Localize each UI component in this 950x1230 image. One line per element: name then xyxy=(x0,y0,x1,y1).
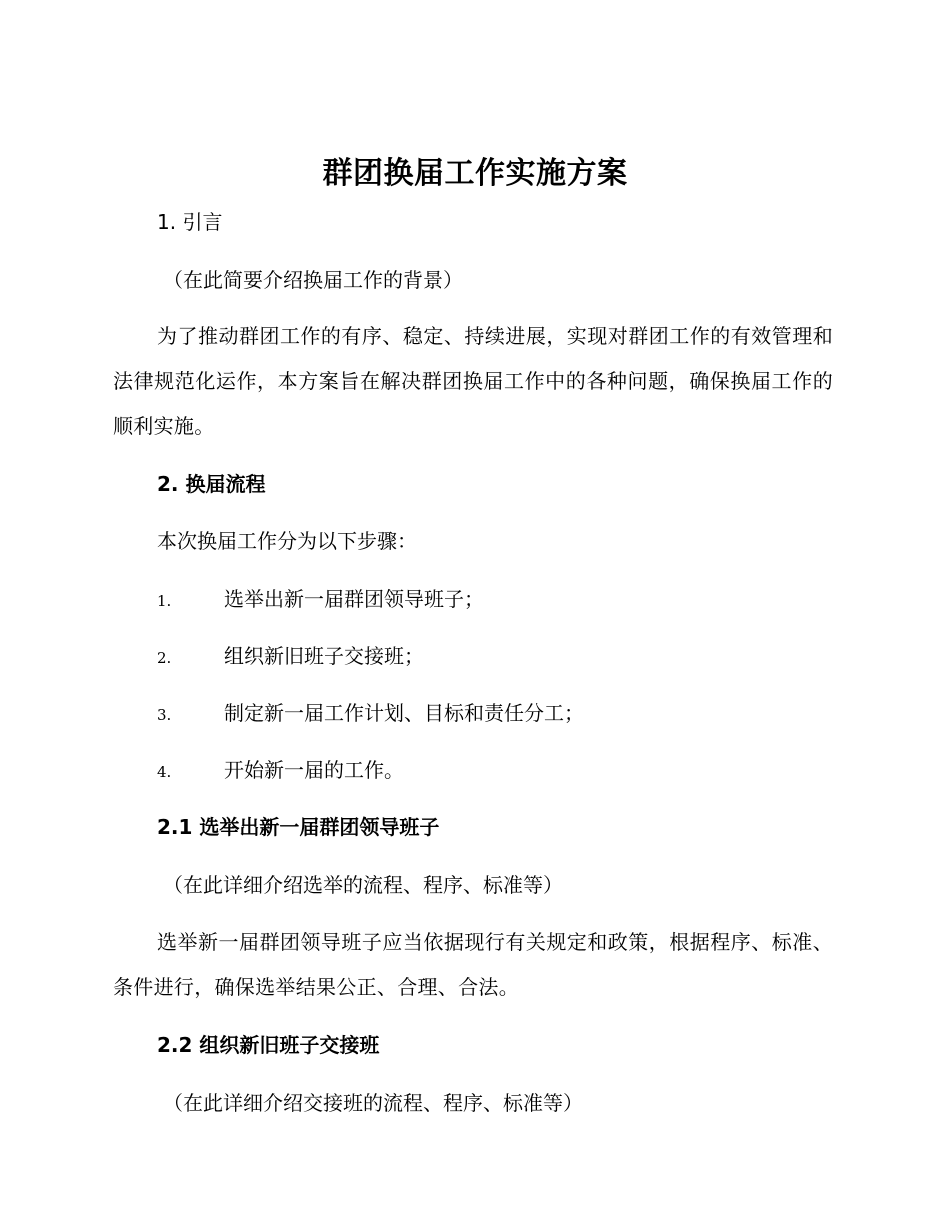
election-paragraph: 选举新一届群团领导班子应当依据现行有关规定和政策，根据程序、标准、条件进行，确保选举结果公正、合理、合法。 xyxy=(113,930,833,999)
list-item-number: 2. xyxy=(157,649,172,667)
section-heading-election: 2.1 选举出新一届群团领导班子 xyxy=(157,815,440,839)
section-heading-intro: 1. 引言 xyxy=(157,210,223,234)
list-item-text: 制定新一届工作计划、目标和责任分工； xyxy=(224,701,584,725)
document-title: 群团换届工作实施方案 xyxy=(322,156,628,191)
process-lead: 本次换届工作分为以下步骤： xyxy=(157,529,417,553)
election-note: （在此详细介绍选举的流程、程序、标准等） xyxy=(163,873,563,897)
list-item-number: 4. xyxy=(157,763,172,781)
list-item-text: 选举出新一届群团领导班子； xyxy=(224,587,484,611)
intro-note: （在此简要介绍换届工作的背景） xyxy=(163,268,463,292)
intro-paragraph: 为了推动群团工作的有序、稳定、持续进展，实现对群团工作的有效管理和法律规范化运作，本方案旨在解决群团换届工作中的各种问题，确保换届工作的顺利实施。 xyxy=(113,324,833,438)
list-item-number: 1. xyxy=(157,592,172,610)
section-heading-process: 2. 换届流程 xyxy=(157,472,266,496)
list-item-number: 3. xyxy=(157,706,172,724)
list-item-text: 开始新一届的工作。 xyxy=(224,758,404,782)
handover-note: （在此详细介绍交接班的流程、程序、标准等） xyxy=(163,1091,583,1115)
section-heading-handover: 2.2 组织新旧班子交接班 xyxy=(157,1033,380,1057)
list-item-text: 组织新旧班子交接班； xyxy=(224,644,424,668)
